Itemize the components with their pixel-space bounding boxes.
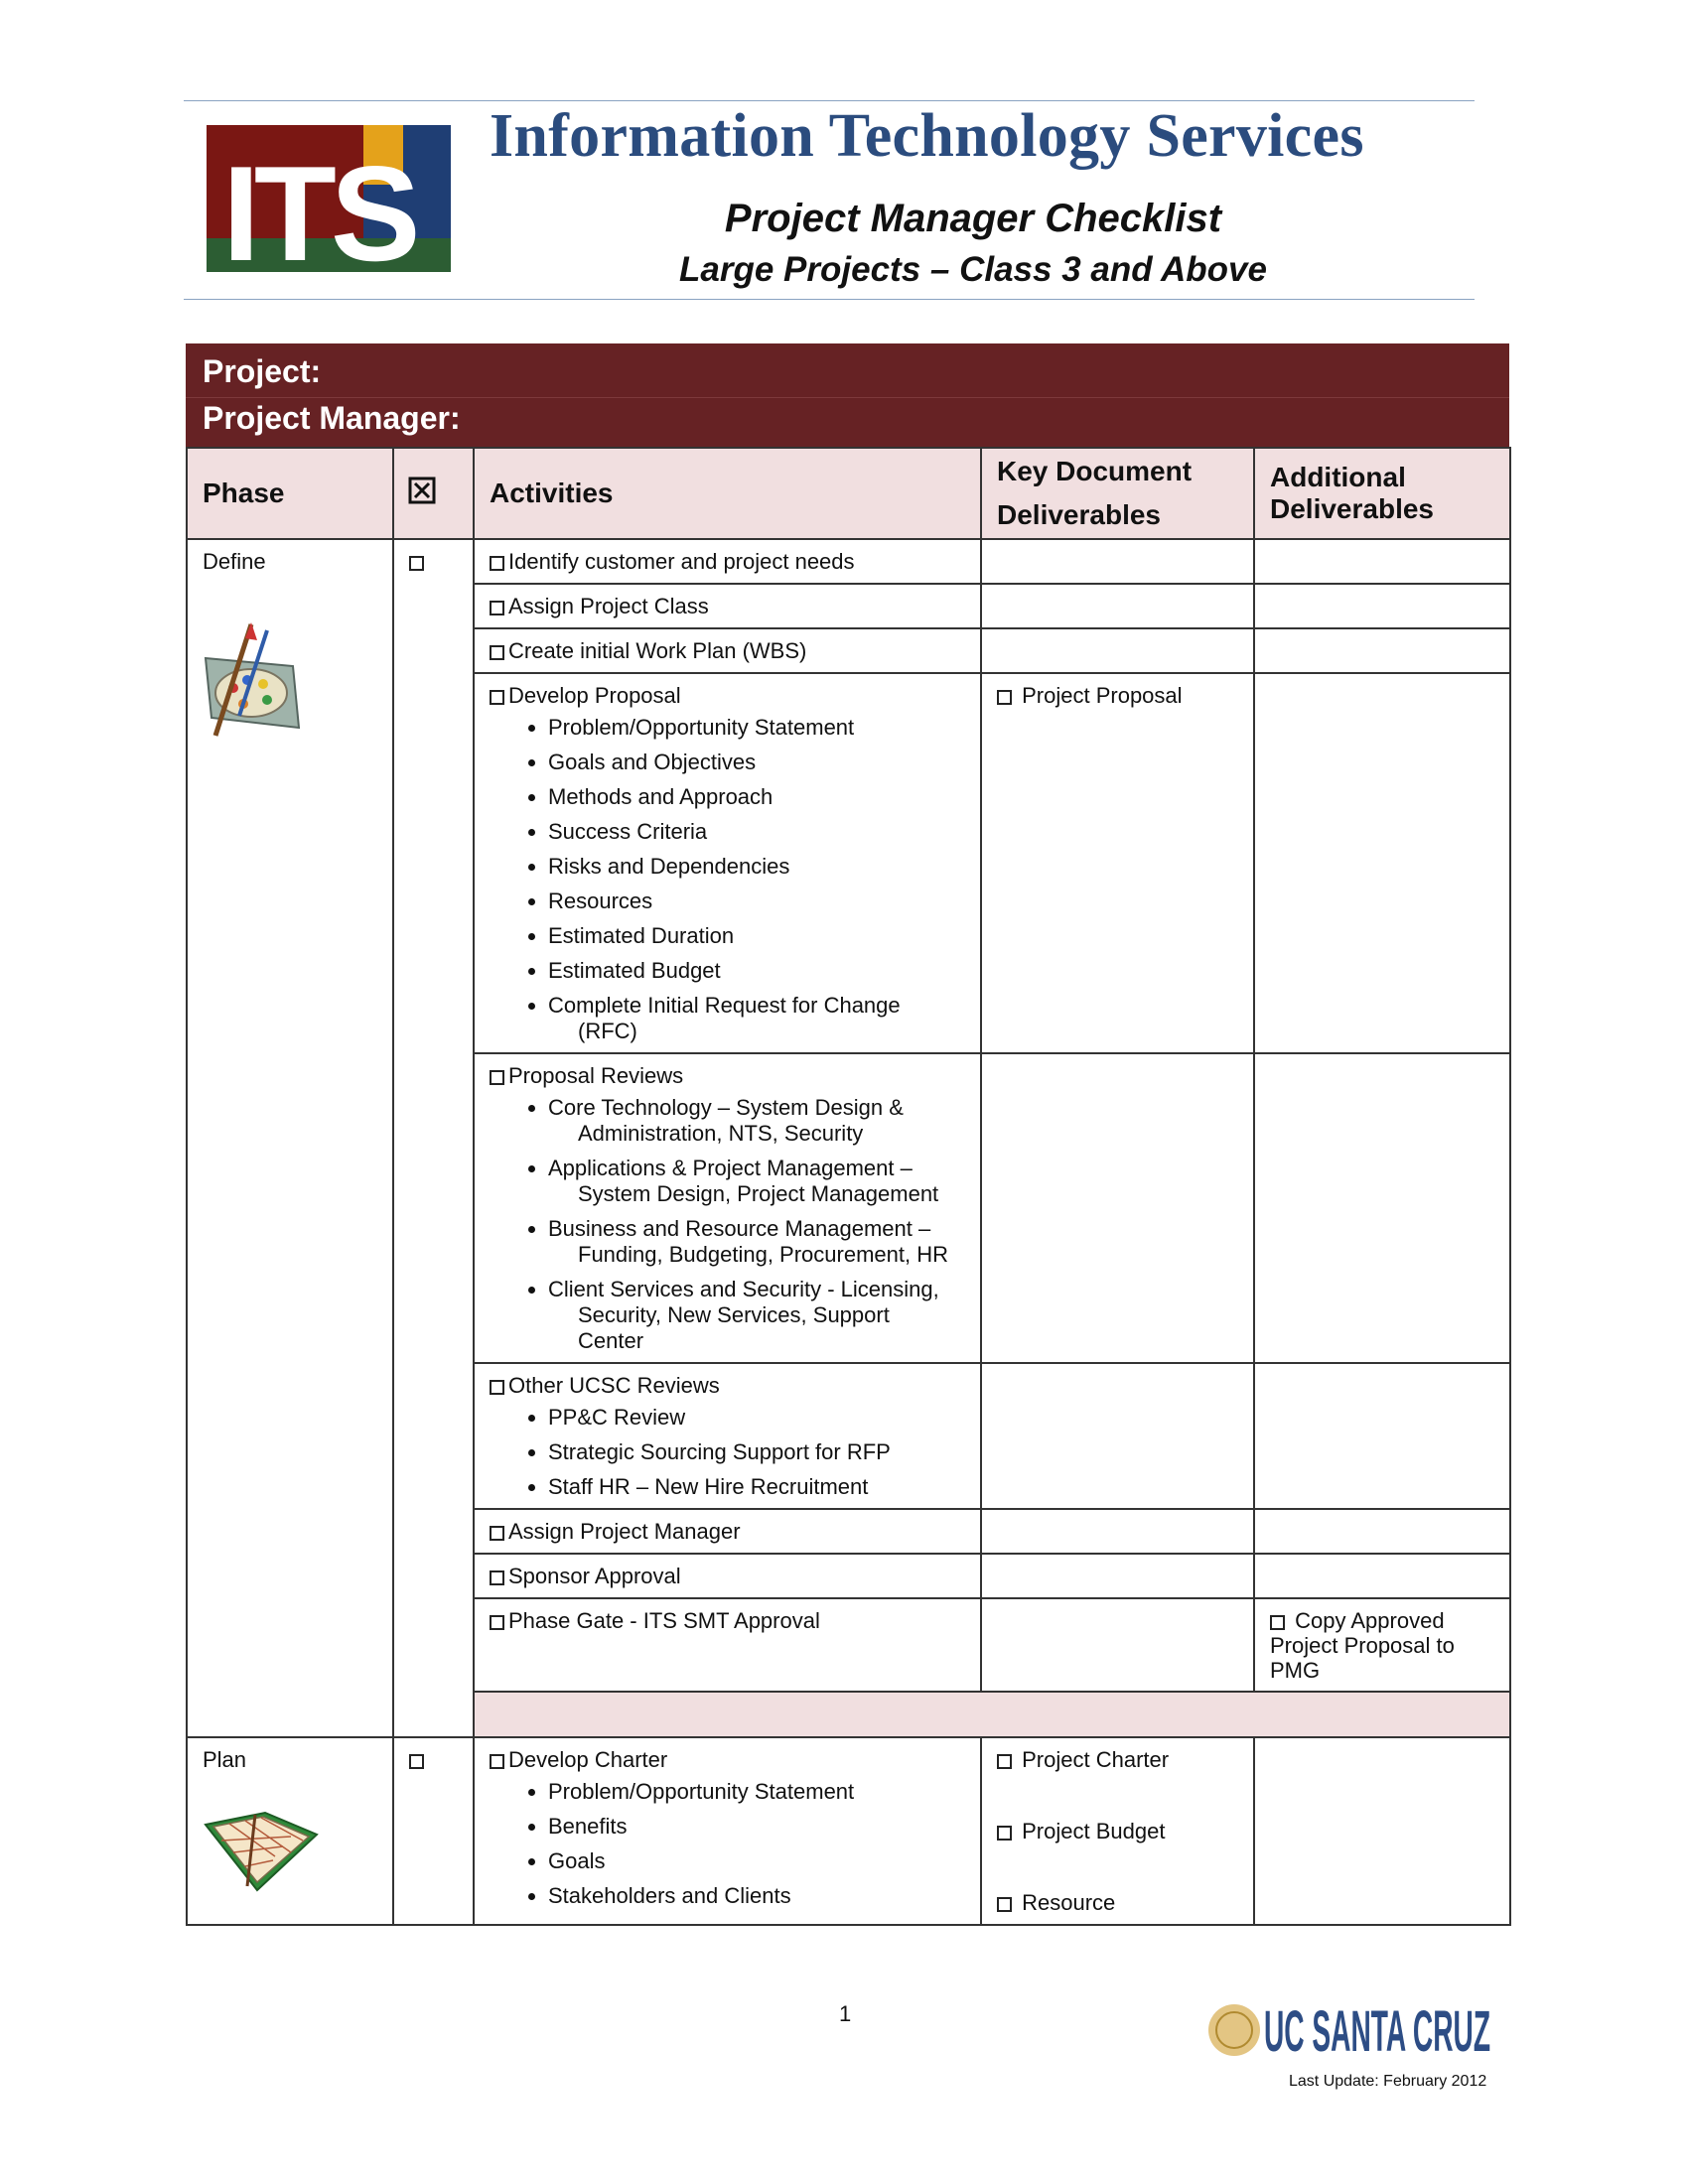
review-line-1: Client Services and Security - Licensing, bbox=[548, 1277, 939, 1301]
list-item: • PP&C Review bbox=[548, 1405, 965, 1431]
review-line-3: Center bbox=[578, 1328, 644, 1353]
checkbox-icon[interactable] bbox=[490, 1526, 504, 1541]
other-reviews-list bbox=[490, 1405, 965, 1500]
list-item: • Estimated Duration bbox=[548, 923, 965, 949]
additional-deliverable-cell bbox=[1254, 1554, 1510, 1598]
page-number: 1 bbox=[839, 2001, 852, 2026]
list-item: • Strategic Sourcing Support for RFP bbox=[548, 1439, 965, 1465]
planner-book-icon bbox=[196, 1795, 325, 1894]
checkbox-icon[interactable] bbox=[490, 1570, 504, 1585]
activity-cell bbox=[474, 1554, 981, 1598]
check-cell-plan bbox=[393, 1737, 474, 1925]
ucsc-logo-text: UC SANTA CRUZ bbox=[1264, 1999, 1490, 2064]
key-deliverable-cell bbox=[981, 1598, 1254, 1692]
table-row bbox=[187, 539, 1510, 584]
deliverable-item bbox=[997, 1819, 1238, 1844]
checkbox-icon[interactable] bbox=[490, 1615, 504, 1630]
list-item: • Benefits bbox=[548, 1814, 965, 1840]
activity-assign-pm: Assign Project Manager bbox=[508, 1519, 741, 1544]
additional-deliverable-cell bbox=[1254, 1598, 1510, 1692]
checkbox-icon[interactable] bbox=[490, 556, 504, 571]
deliverable-resource: Resource bbox=[1022, 1890, 1116, 1915]
checkbox-icon[interactable] bbox=[1270, 1615, 1285, 1630]
checklist-table bbox=[186, 447, 1511, 1926]
list-item bbox=[548, 1216, 965, 1268]
list-item bbox=[548, 1095, 965, 1147]
key-deliverable-cell bbox=[981, 1554, 1254, 1598]
key-deliverable-cell bbox=[981, 673, 1254, 1053]
deliverable-project-charter: Project Charter bbox=[1022, 1747, 1170, 1772]
additional-deliverable-cell bbox=[1254, 1363, 1510, 1509]
header-check bbox=[393, 448, 474, 539]
document-title: Project Manager Checklist bbox=[724, 197, 1222, 240]
key-deliverable-cell bbox=[981, 1737, 1254, 1925]
activity-develop-charter: Develop Charter bbox=[508, 1747, 668, 1772]
proposal-items-list bbox=[490, 715, 965, 1044]
list-item: • Methods and Approach bbox=[548, 784, 965, 810]
checkbox-icon[interactable] bbox=[997, 1826, 1012, 1841]
checkbox-icon[interactable] bbox=[997, 1897, 1012, 1912]
checkbox-icon[interactable] bbox=[997, 1754, 1012, 1769]
list-item: • Staff HR – New Hire Recruitment bbox=[548, 1474, 965, 1500]
activity-phase-gate: Phase Gate - ITS SMT Approval bbox=[508, 1608, 820, 1633]
phase-label: Plan bbox=[203, 1747, 247, 1772]
activity-cell bbox=[474, 1737, 981, 1925]
checkbox-icon[interactable] bbox=[490, 1380, 504, 1395]
list-item: • Problem/Opportunity Statement bbox=[548, 715, 965, 741]
project-label: Project: bbox=[203, 353, 322, 389]
activity-other-reviews: Other UCSC Reviews bbox=[508, 1373, 720, 1398]
activity-cell bbox=[474, 1509, 981, 1554]
table-row bbox=[187, 1737, 1510, 1925]
list-item: • Problem/Opportunity Statement bbox=[548, 1779, 965, 1805]
review-line-2: Security, New Services, Support bbox=[578, 1302, 890, 1327]
list-item: • Goals bbox=[548, 1848, 965, 1874]
checkbox-icon[interactable] bbox=[490, 1070, 504, 1085]
activity-cell bbox=[474, 1053, 981, 1363]
additional-deliverable-cell bbox=[1254, 1053, 1510, 1363]
its-logo bbox=[207, 125, 451, 289]
header-activities: Activities bbox=[474, 448, 981, 539]
activity-cell bbox=[474, 673, 981, 1053]
banner-divider bbox=[186, 397, 1509, 398]
checkbox-icon[interactable] bbox=[490, 601, 504, 615]
org-title: Information Technology Services bbox=[490, 102, 1364, 170]
activity-cell bbox=[474, 1363, 981, 1509]
table-header-row bbox=[187, 448, 1510, 539]
review-line-1: Applications & Project Management – bbox=[548, 1156, 913, 1180]
key-deliverable-cell bbox=[981, 628, 1254, 673]
checkbox-icon[interactable] bbox=[490, 1754, 504, 1769]
project-banner bbox=[186, 343, 1509, 447]
activity-sponsor-approval: Sponsor Approval bbox=[508, 1564, 681, 1588]
header-additional-deliverables: Additional Deliverables bbox=[1254, 448, 1510, 539]
list-item: • Resources bbox=[548, 888, 965, 914]
ucsc-logo bbox=[1206, 1995, 1494, 2065]
additional-copy-line-1: Copy Approved bbox=[1295, 1608, 1445, 1633]
review-line-2: System Design, Project Management bbox=[578, 1181, 939, 1206]
activity-identify: Identify customer and project needs bbox=[508, 549, 855, 574]
activity-cell bbox=[474, 1598, 981, 1692]
activity-develop-proposal: Develop Proposal bbox=[508, 683, 681, 708]
deliverable-item bbox=[997, 1890, 1238, 1916]
deliverable-project-proposal: Project Proposal bbox=[1022, 683, 1183, 708]
checkbox-icon[interactable] bbox=[409, 556, 424, 571]
checked-box-icon bbox=[408, 477, 436, 504]
list-item: • Risks and Dependencies bbox=[548, 854, 965, 880]
additional-deliverable-cell bbox=[1254, 539, 1510, 584]
review-items-list bbox=[490, 1095, 965, 1354]
list-item: • Goals and Objectives bbox=[548, 750, 965, 775]
additional-deliverable-cell bbox=[1254, 1737, 1510, 1925]
key-deliverable-cell bbox=[981, 584, 1254, 628]
list-item: • Estimated Budget bbox=[548, 958, 965, 984]
phase-separator-cell bbox=[474, 1692, 1510, 1737]
additional-deliverable-cell bbox=[1254, 673, 1510, 1053]
checkbox-icon[interactable] bbox=[490, 690, 504, 705]
list-item bbox=[548, 993, 965, 1044]
phase-cell-define bbox=[187, 539, 393, 1737]
review-line-1: Core Technology – System Design & bbox=[548, 1095, 904, 1120]
checkbox-icon[interactable] bbox=[997, 690, 1012, 705]
last-update: Last Update: February 2012 bbox=[1289, 2073, 1487, 2090]
additional-deliverable-cell bbox=[1254, 628, 1510, 673]
check-cell-define bbox=[393, 539, 474, 1737]
activity-proposal-reviews: Proposal Reviews bbox=[508, 1063, 684, 1088]
checkbox-icon[interactable] bbox=[409, 1754, 424, 1769]
additional-copy-line-2: Project Proposal to bbox=[1270, 1633, 1455, 1658]
additional-deliverable-cell bbox=[1254, 584, 1510, 628]
rfc-line-1: Complete Initial Request for Change bbox=[548, 993, 901, 1018]
activity-assign-class: Assign Project Class bbox=[508, 594, 709, 618]
list-item: • Success Criteria bbox=[548, 819, 965, 845]
review-line-2: Funding, Budgeting, Procurement, HR bbox=[578, 1242, 948, 1267]
header-key-deliverables: Key Document Deliverables bbox=[981, 448, 1254, 539]
review-line-1: Business and Resource Management – bbox=[548, 1216, 931, 1241]
phase-cell-plan bbox=[187, 1737, 393, 1925]
deliverable-project-budget: Project Budget bbox=[1022, 1819, 1166, 1843]
key-deliverable-cell bbox=[981, 1053, 1254, 1363]
list-item bbox=[548, 1277, 965, 1354]
document-subtitle: Large Projects – Class 3 and Above bbox=[679, 250, 1267, 289]
key-deliverable-cell bbox=[981, 539, 1254, 584]
additional-copy-line-3: PMG bbox=[1270, 1658, 1321, 1683]
phase-label: Define bbox=[203, 549, 266, 574]
rfc-line-2: (RFC) bbox=[578, 1019, 637, 1043]
palette-brush-icon bbox=[196, 618, 305, 743]
key-deliverable-cell bbox=[981, 1363, 1254, 1509]
review-line-2: Administration, NTS, Security bbox=[578, 1121, 864, 1146]
checkbox-icon[interactable] bbox=[490, 645, 504, 660]
activity-work-plan: Create initial Work Plan (WBS) bbox=[508, 638, 807, 663]
key-deliverable-cell bbox=[981, 1509, 1254, 1554]
project-manager-label: Project Manager: bbox=[203, 400, 461, 436]
activity-cell bbox=[474, 584, 981, 628]
activity-cell bbox=[474, 628, 981, 673]
charter-items-list bbox=[490, 1779, 965, 1909]
list-item: • Stakeholders and Clients bbox=[548, 1883, 965, 1909]
list-item bbox=[548, 1156, 965, 1207]
deliverable-item bbox=[997, 1747, 1238, 1773]
header-bottom-rule bbox=[184, 299, 1475, 300]
activity-cell bbox=[474, 539, 981, 584]
header-phase: Phase bbox=[187, 448, 393, 539]
its-logo-text: ITS bbox=[222, 138, 415, 289]
additional-deliverable-cell bbox=[1254, 1509, 1510, 1554]
